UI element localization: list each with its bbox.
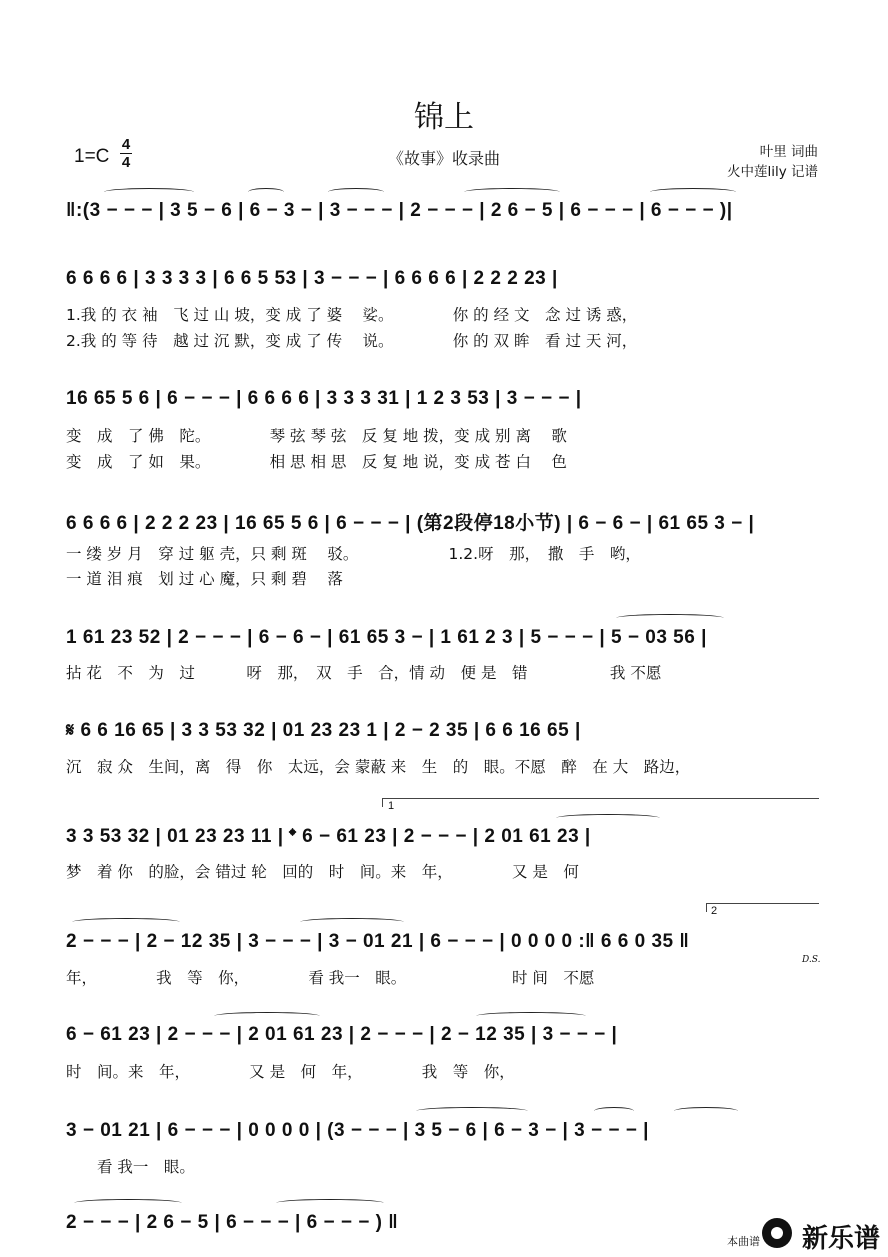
footer-caption: 本曲谱 (727, 1235, 760, 1248)
tie-slur (416, 1107, 528, 1115)
tie-slur (616, 614, 724, 622)
ds-marker: D.S. (802, 955, 821, 965)
lyric-line: 沉 寂 众 生间，离 得 你 太远，会 蒙蔽 来 生 的 眼。不愿 醉 在 大 路边， (66, 758, 691, 776)
volta-bracket-2 (706, 903, 819, 912)
tie-slur (674, 1107, 738, 1115)
score-row-8: 2 − − − | 2 − 12 35 | 3 − − − | 3 − 01 21 | 6 − − − | 0 0 0 0 :‖ 6 6 0 35 ‖ (66, 931, 690, 952)
time-signature-top: 4 (121, 136, 131, 153)
volta-2-label: 2 (711, 905, 718, 917)
lyric-verse-2: 变 成 了 如 果。 相 思 相 思 反 复 地 说，变 成 苍 白 色 (66, 453, 567, 471)
key-signature: 1=C (74, 146, 110, 167)
time-signature-bottom: 4 (121, 154, 131, 171)
song-title: 锦上 (414, 100, 474, 135)
score-row-5: 1 61 23 52 | 2 − − − | 6 − 6 − | 61 65 3 − | 1 61 2 3 | 5 − − − | 5 − 03 56 | (66, 627, 707, 648)
tie-slur (594, 1107, 634, 1115)
tie-slur (104, 188, 194, 196)
score-row-7: 3 3 53 32 | 01 23 23 11 | 𝄌 6 − 61 23 | 2 − − − | 2 01 61 23 | (66, 826, 591, 847)
tie-slur (556, 814, 660, 822)
brand-logo: 新乐谱 (801, 1224, 880, 1254)
credit-score: 火中莲lily 记谱 (726, 164, 818, 180)
album-subtitle: 《故事》收录曲 (387, 149, 500, 168)
lyric-verse-1: 变 成 了 佛 陀。 琴 弦 琴 弦 反 复 地 拨，变 成 别 离 歌 (66, 427, 567, 445)
lyric-line: 拈 花 不 为 过 呀 那， 双 手 合，情 动 便 是 错 我 不愿 (66, 664, 662, 682)
lyric-verse-2: 一 道 泪 痕 划 过 心 魔，只 剩 碧 落 (66, 570, 343, 588)
score-row-11: 2 − − − | 2 6 − 5 | 6 − − − | 6 − − − ) ‖ (66, 1212, 399, 1233)
lyric-verse-1: 1.我 的 衣 袖 飞 过 山 坡，变 成 了 婆 娑。 你 的 经 文 念 过 诱 惑， (66, 306, 638, 324)
tie-slur (328, 188, 384, 196)
tie-slur (300, 918, 404, 926)
score-row-1: ‖:(3 − − − | 3 5 − 6 | 6 − 3 − | 3 − − − | 2 − − − | 2 6 − 5 | 6 − − − | 6 − − − )| (66, 200, 733, 221)
score-row-10: 3 − 01 21 | 6 − − − | 0 0 0 0 | (3 − − − | 3 5 − 6 | 6 − 3 − | 3 − − − | (66, 1120, 649, 1141)
volta-bracket-1 (382, 798, 819, 807)
lyric-line: 梦 着 你 的脸，会 错过 轮 回的 时 间。来 年， 又 是 何 (66, 863, 579, 881)
score-row-4: 6 6 6 6 | 2 2 2 23 | 16 65 5 6 | 6 − − − | (第2段停18小节) | 6 − 6 − | 61 65 3 − | (66, 513, 755, 534)
score-row-9: 6 − 61 23 | 2 − − − | 2 01 61 23 | 2 − − − | 2 − 12 35 | 3 − − − | (66, 1024, 618, 1045)
score-row-2: 6 6 6 6 | 3 3 3 3 | 6 6 5 53 | 3 − − − | 6 6 6 6 | 2 2 2 23 | (66, 268, 558, 289)
tie-slur (248, 188, 284, 196)
time-signature (120, 136, 132, 171)
tie-slur (464, 188, 560, 196)
lyric-line: 时 间。来 年， 又 是 何 年， 我 等 你， (66, 1063, 515, 1081)
credit-lyrics: 叶里 词曲 (759, 144, 818, 160)
vinyl-record-icon (762, 1218, 792, 1248)
volta-1-label: 1 (388, 800, 395, 812)
lyric-verse-1: 一 缕 岁 月 穿 过 躯 壳，只 剩 斑 驳。 1.2.呀 那， 撒 手 哟， (66, 545, 641, 563)
tie-slur (476, 1012, 586, 1020)
tie-slur (74, 1199, 182, 1207)
lyric-line: 年， 我 等 你， 看 我一 眼。 时 间 不愿 (66, 969, 595, 987)
score-row-3: 16 65 5 6 | 6 − − − | 6 6 6 6 | 3 3 3 31 | 1 2 3 53 | 3 − − − | (66, 388, 582, 409)
tie-slur (650, 188, 736, 196)
tie-slur (214, 1012, 320, 1020)
lyric-verse-2: 2.我 的 等 待 越 过 沉 默，变 成 了 传 说。 你 的 双 眸 看 过 天 河， (66, 332, 638, 350)
tie-slur (72, 918, 180, 926)
lyric-line: 看 我一 眼。 (66, 1158, 195, 1176)
tie-slur (276, 1199, 384, 1207)
score-row-6: 𝄋 6 6 16 65 | 3 3 53 32 | 01 23 23 1 | 2 − 2 35 | 6 6 16 65 | (66, 720, 581, 741)
